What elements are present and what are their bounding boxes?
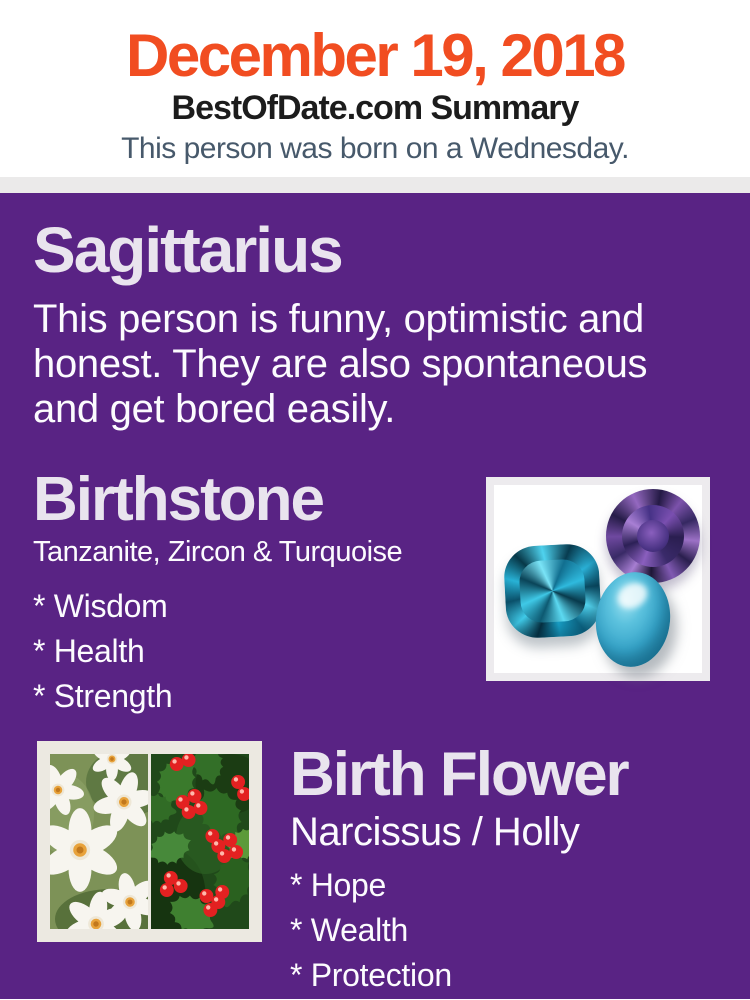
blue-zircon-gem-image — [503, 542, 603, 639]
birth-flower-heading: Birth Flower — [290, 739, 628, 809]
birth-flower-traits — [290, 863, 628, 998]
zodiac-description: This person is funny, optimistic and honest. They are also spontaneous and get bored easily. — [33, 296, 648, 431]
gemstones-image — [486, 477, 710, 681]
birth-flower-trait: * Protection — [290, 956, 452, 993]
holly-photo — [151, 754, 249, 929]
site-summary-title: BestOfDate.com Summary — [171, 89, 579, 127]
birth-flower-trait: * Wealth — [290, 911, 408, 948]
birthstone-names: Tanzanite, Zircon & Turquoise — [33, 536, 403, 568]
birthstone-trait: * Health — [33, 632, 145, 669]
birth-flower-trait: * Hope — [290, 866, 387, 903]
birthstone-trait: * Wisdom — [33, 587, 168, 624]
weekday-note: This person was born on a Wednesday. — [121, 131, 629, 165]
zodiac-name-heading: Sagittarius — [33, 214, 342, 287]
purple-panel — [0, 193, 750, 999]
divider-bar — [0, 177, 750, 193]
birthstone-trait: * Strength — [33, 677, 173, 714]
tanzanite-gem-image — [606, 489, 700, 583]
summary-header — [0, 0, 750, 167]
zodiac-section — [33, 213, 710, 432]
birthstone-traits — [33, 584, 402, 719]
birthstone-heading: Birthstone — [33, 464, 323, 534]
narcissus-photo — [50, 754, 148, 929]
birthstone-section — [33, 458, 710, 719]
date-heading: December 19, 2018 — [126, 22, 624, 89]
birthstone-text — [33, 458, 402, 719]
turquoise-gem-image — [590, 568, 675, 671]
flower-photos-image — [37, 741, 262, 942]
birth-flower-text — [290, 741, 628, 998]
birth-flower-names: Narcissus / Holly — [290, 809, 580, 854]
birth-flower-section — [33, 741, 710, 998]
